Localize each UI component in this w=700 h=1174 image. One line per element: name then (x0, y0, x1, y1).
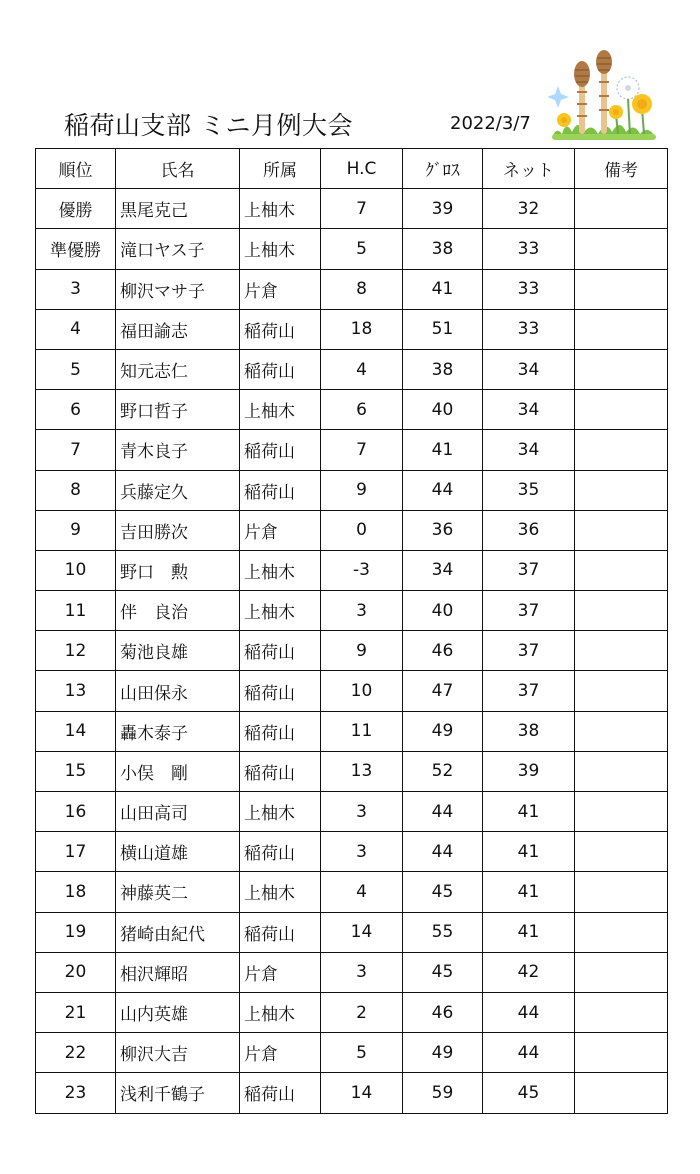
rank-cell: 22 (36, 1033, 116, 1073)
net-cell: 44 (483, 1033, 575, 1073)
hc-cell: 4 (321, 872, 403, 912)
affiliation-cell: 上柚木 (240, 229, 321, 269)
hc-cell: 18 (321, 309, 403, 349)
column-header-note: 備考 (575, 149, 668, 189)
gross-cell: 38 (403, 349, 483, 389)
name-cell: 猪崎由紀代 (116, 912, 240, 952)
rank-cell: 18 (36, 872, 116, 912)
gross-cell: 49 (403, 711, 483, 751)
rank-cell: 16 (36, 792, 116, 832)
net-cell: 37 (483, 631, 575, 671)
note-cell (575, 510, 668, 550)
name-cell: 野口哲子 (116, 390, 240, 430)
table-row (36, 872, 668, 912)
name-cell: 吉田勝次 (116, 510, 240, 550)
net-cell: 34 (483, 390, 575, 430)
table-row (36, 269, 668, 309)
table-row (36, 1073, 668, 1113)
hc-cell: 3 (321, 832, 403, 872)
note-cell (575, 952, 668, 992)
table-row (36, 671, 668, 711)
column-header-hc: H.C (321, 149, 403, 189)
affiliation-cell: 稲荷山 (240, 832, 321, 872)
gross-cell: 44 (403, 470, 483, 510)
net-cell: 38 (483, 711, 575, 751)
note-cell (575, 832, 668, 872)
hc-cell: 8 (321, 269, 403, 309)
note-cell (575, 349, 668, 389)
net-cell: 34 (483, 349, 575, 389)
note-cell (575, 269, 668, 309)
note-cell (575, 711, 668, 751)
column-header-name: 氏名 (116, 149, 240, 189)
table-row (36, 229, 668, 269)
table-row (36, 952, 668, 992)
net-cell: 33 (483, 309, 575, 349)
note-cell (575, 390, 668, 430)
affiliation-cell: 稲荷山 (240, 349, 321, 389)
affiliation-cell: 稲荷山 (240, 751, 321, 791)
net-cell: 41 (483, 792, 575, 832)
net-cell: 42 (483, 952, 575, 992)
net-cell: 37 (483, 671, 575, 711)
note-cell (575, 912, 668, 952)
table-row (36, 631, 668, 671)
affiliation-cell: 稲荷山 (240, 470, 321, 510)
name-cell: 菊池良雄 (116, 631, 240, 671)
gross-cell: 59 (403, 1073, 483, 1113)
net-cell: 41 (483, 912, 575, 952)
page-title: 稲荷山支部 ミニ月例大会 (64, 111, 353, 140)
gross-cell: 41 (403, 430, 483, 470)
gross-cell: 39 (403, 189, 483, 229)
net-cell: 35 (483, 470, 575, 510)
name-cell: 柳沢マサ子 (116, 269, 240, 309)
name-cell: 野口 勲 (116, 550, 240, 590)
rank-cell: 8 (36, 470, 116, 510)
gross-cell: 45 (403, 952, 483, 992)
hc-cell: 4 (321, 349, 403, 389)
rank-cell: 9 (36, 510, 116, 550)
rank-cell: 7 (36, 430, 116, 470)
name-cell: 福田諭志 (116, 309, 240, 349)
table-row (36, 792, 668, 832)
net-cell: 33 (483, 269, 575, 309)
note-cell (575, 550, 668, 590)
table-row (36, 470, 668, 510)
rank-cell: 4 (36, 309, 116, 349)
note-cell (575, 992, 668, 1032)
affiliation-cell: 片倉 (240, 1033, 321, 1073)
name-cell: 伴 良治 (116, 591, 240, 631)
hc-cell: -3 (321, 550, 403, 590)
affiliation-cell: 片倉 (240, 952, 321, 992)
gross-cell: 52 (403, 751, 483, 791)
column-header-affiliation: 所属 (240, 149, 321, 189)
table-row (36, 912, 668, 952)
note-cell (575, 229, 668, 269)
hc-cell: 0 (321, 510, 403, 550)
gross-cell: 51 (403, 309, 483, 349)
affiliation-cell: 稲荷山 (240, 430, 321, 470)
hc-cell: 3 (321, 591, 403, 631)
affiliation-cell: 上柚木 (240, 992, 321, 1032)
name-cell: 相沢輝昭 (116, 952, 240, 992)
rank-cell: 10 (36, 550, 116, 590)
rank-cell: 5 (36, 349, 116, 389)
name-cell: 轟木泰子 (116, 711, 240, 751)
column-header-net: ネット (483, 149, 575, 189)
name-cell: 黒尾克己 (116, 189, 240, 229)
gross-cell: 45 (403, 872, 483, 912)
hc-cell: 11 (321, 711, 403, 751)
hc-cell: 5 (321, 229, 403, 269)
net-cell: 36 (483, 510, 575, 550)
gross-cell: 44 (403, 792, 483, 832)
net-cell: 41 (483, 872, 575, 912)
table-row (36, 1033, 668, 1073)
name-cell: 柳沢大吉 (116, 1033, 240, 1073)
table-row (36, 832, 668, 872)
name-cell: 兵藤定久 (116, 470, 240, 510)
gross-cell: 41 (403, 269, 483, 309)
gross-cell: 40 (403, 591, 483, 631)
name-cell: 横山道雄 (116, 832, 240, 872)
rank-cell: 21 (36, 992, 116, 1032)
table-row (36, 510, 668, 550)
hc-cell: 3 (321, 952, 403, 992)
affiliation-cell: 上柚木 (240, 872, 321, 912)
name-cell: 知元志仁 (116, 349, 240, 389)
hc-cell: 13 (321, 751, 403, 791)
rank-cell: 19 (36, 912, 116, 952)
gross-cell: 36 (403, 510, 483, 550)
table-row (36, 390, 668, 430)
name-cell: 浅利千鶴子 (116, 1073, 240, 1113)
note-cell (575, 872, 668, 912)
affiliation-cell: 稲荷山 (240, 1073, 321, 1113)
gross-cell: 55 (403, 912, 483, 952)
note-cell (575, 430, 668, 470)
rank-cell: 14 (36, 711, 116, 751)
affiliation-cell: 上柚木 (240, 189, 321, 229)
event-date: 2022/3/7 (450, 113, 531, 134)
net-cell: 32 (483, 189, 575, 229)
net-cell: 45 (483, 1073, 575, 1113)
gross-cell: 46 (403, 631, 483, 671)
hc-cell: 9 (321, 470, 403, 510)
rank-cell: 23 (36, 1073, 116, 1113)
gross-cell: 40 (403, 390, 483, 430)
rank-cell: 準優勝 (36, 229, 116, 269)
table-row (36, 189, 668, 229)
note-cell (575, 1073, 668, 1113)
hc-cell: 10 (321, 671, 403, 711)
affiliation-cell: 片倉 (240, 269, 321, 309)
name-cell: 神藤英二 (116, 872, 240, 912)
hc-cell: 2 (321, 992, 403, 1032)
rank-cell: 3 (36, 269, 116, 309)
note-cell (575, 671, 668, 711)
affiliation-cell: 上柚木 (240, 390, 321, 430)
affiliation-cell: 片倉 (240, 510, 321, 550)
name-cell: 山内英雄 (116, 992, 240, 1032)
hc-cell: 3 (321, 792, 403, 832)
note-cell (575, 309, 668, 349)
note-cell (575, 591, 668, 631)
hc-cell: 14 (321, 1073, 403, 1113)
gross-cell: 49 (403, 1033, 483, 1073)
gross-cell: 38 (403, 229, 483, 269)
net-cell: 39 (483, 751, 575, 791)
name-cell: 山田高司 (116, 792, 240, 832)
table-row (36, 591, 668, 631)
gross-cell: 34 (403, 550, 483, 590)
spring-horsetail-dandelion-icon (548, 48, 660, 144)
name-cell: 青木良子 (116, 430, 240, 470)
net-cell: 33 (483, 229, 575, 269)
affiliation-cell: 稲荷山 (240, 631, 321, 671)
net-cell: 37 (483, 591, 575, 631)
table-row (36, 992, 668, 1032)
column-header-gross: ｸﾞﾛｽ (403, 149, 483, 189)
note-cell (575, 792, 668, 832)
rank-cell: 13 (36, 671, 116, 711)
net-cell: 37 (483, 550, 575, 590)
note-cell (575, 631, 668, 671)
note-cell (575, 1033, 668, 1073)
rank-cell: 11 (36, 591, 116, 631)
table-row (36, 309, 668, 349)
hc-cell: 14 (321, 912, 403, 952)
affiliation-cell: 上柚木 (240, 591, 321, 631)
rank-cell: 15 (36, 751, 116, 791)
hc-cell: 5 (321, 1033, 403, 1073)
gross-cell: 46 (403, 992, 483, 1032)
net-cell: 41 (483, 832, 575, 872)
note-cell (575, 189, 668, 229)
rank-cell: 優勝 (36, 189, 116, 229)
rank-cell: 12 (36, 631, 116, 671)
net-cell: 34 (483, 430, 575, 470)
affiliation-cell: 稲荷山 (240, 912, 321, 952)
rank-cell: 17 (36, 832, 116, 872)
table-row (36, 550, 668, 590)
header-row (36, 149, 668, 189)
rank-cell: 6 (36, 390, 116, 430)
table-row (36, 711, 668, 751)
affiliation-cell: 稲荷山 (240, 671, 321, 711)
affiliation-cell: 稲荷山 (240, 309, 321, 349)
affiliation-cell: 上柚木 (240, 550, 321, 590)
results-table (35, 148, 668, 1114)
affiliation-cell: 上柚木 (240, 792, 321, 832)
name-cell: 滝口ヤス子 (116, 229, 240, 269)
name-cell: 小俣 剛 (116, 751, 240, 791)
table-row (36, 751, 668, 791)
affiliation-cell: 稲荷山 (240, 711, 321, 751)
hc-cell: 7 (321, 189, 403, 229)
table-row (36, 430, 668, 470)
table-row (36, 349, 668, 389)
note-cell (575, 751, 668, 791)
rank-cell: 20 (36, 952, 116, 992)
gross-cell: 44 (403, 832, 483, 872)
note-cell (575, 470, 668, 510)
column-header-rank: 順位 (36, 149, 116, 189)
hc-cell: 6 (321, 390, 403, 430)
hc-cell: 7 (321, 430, 403, 470)
gross-cell: 47 (403, 671, 483, 711)
name-cell: 山田保永 (116, 671, 240, 711)
hc-cell: 9 (321, 631, 403, 671)
net-cell: 44 (483, 992, 575, 1032)
